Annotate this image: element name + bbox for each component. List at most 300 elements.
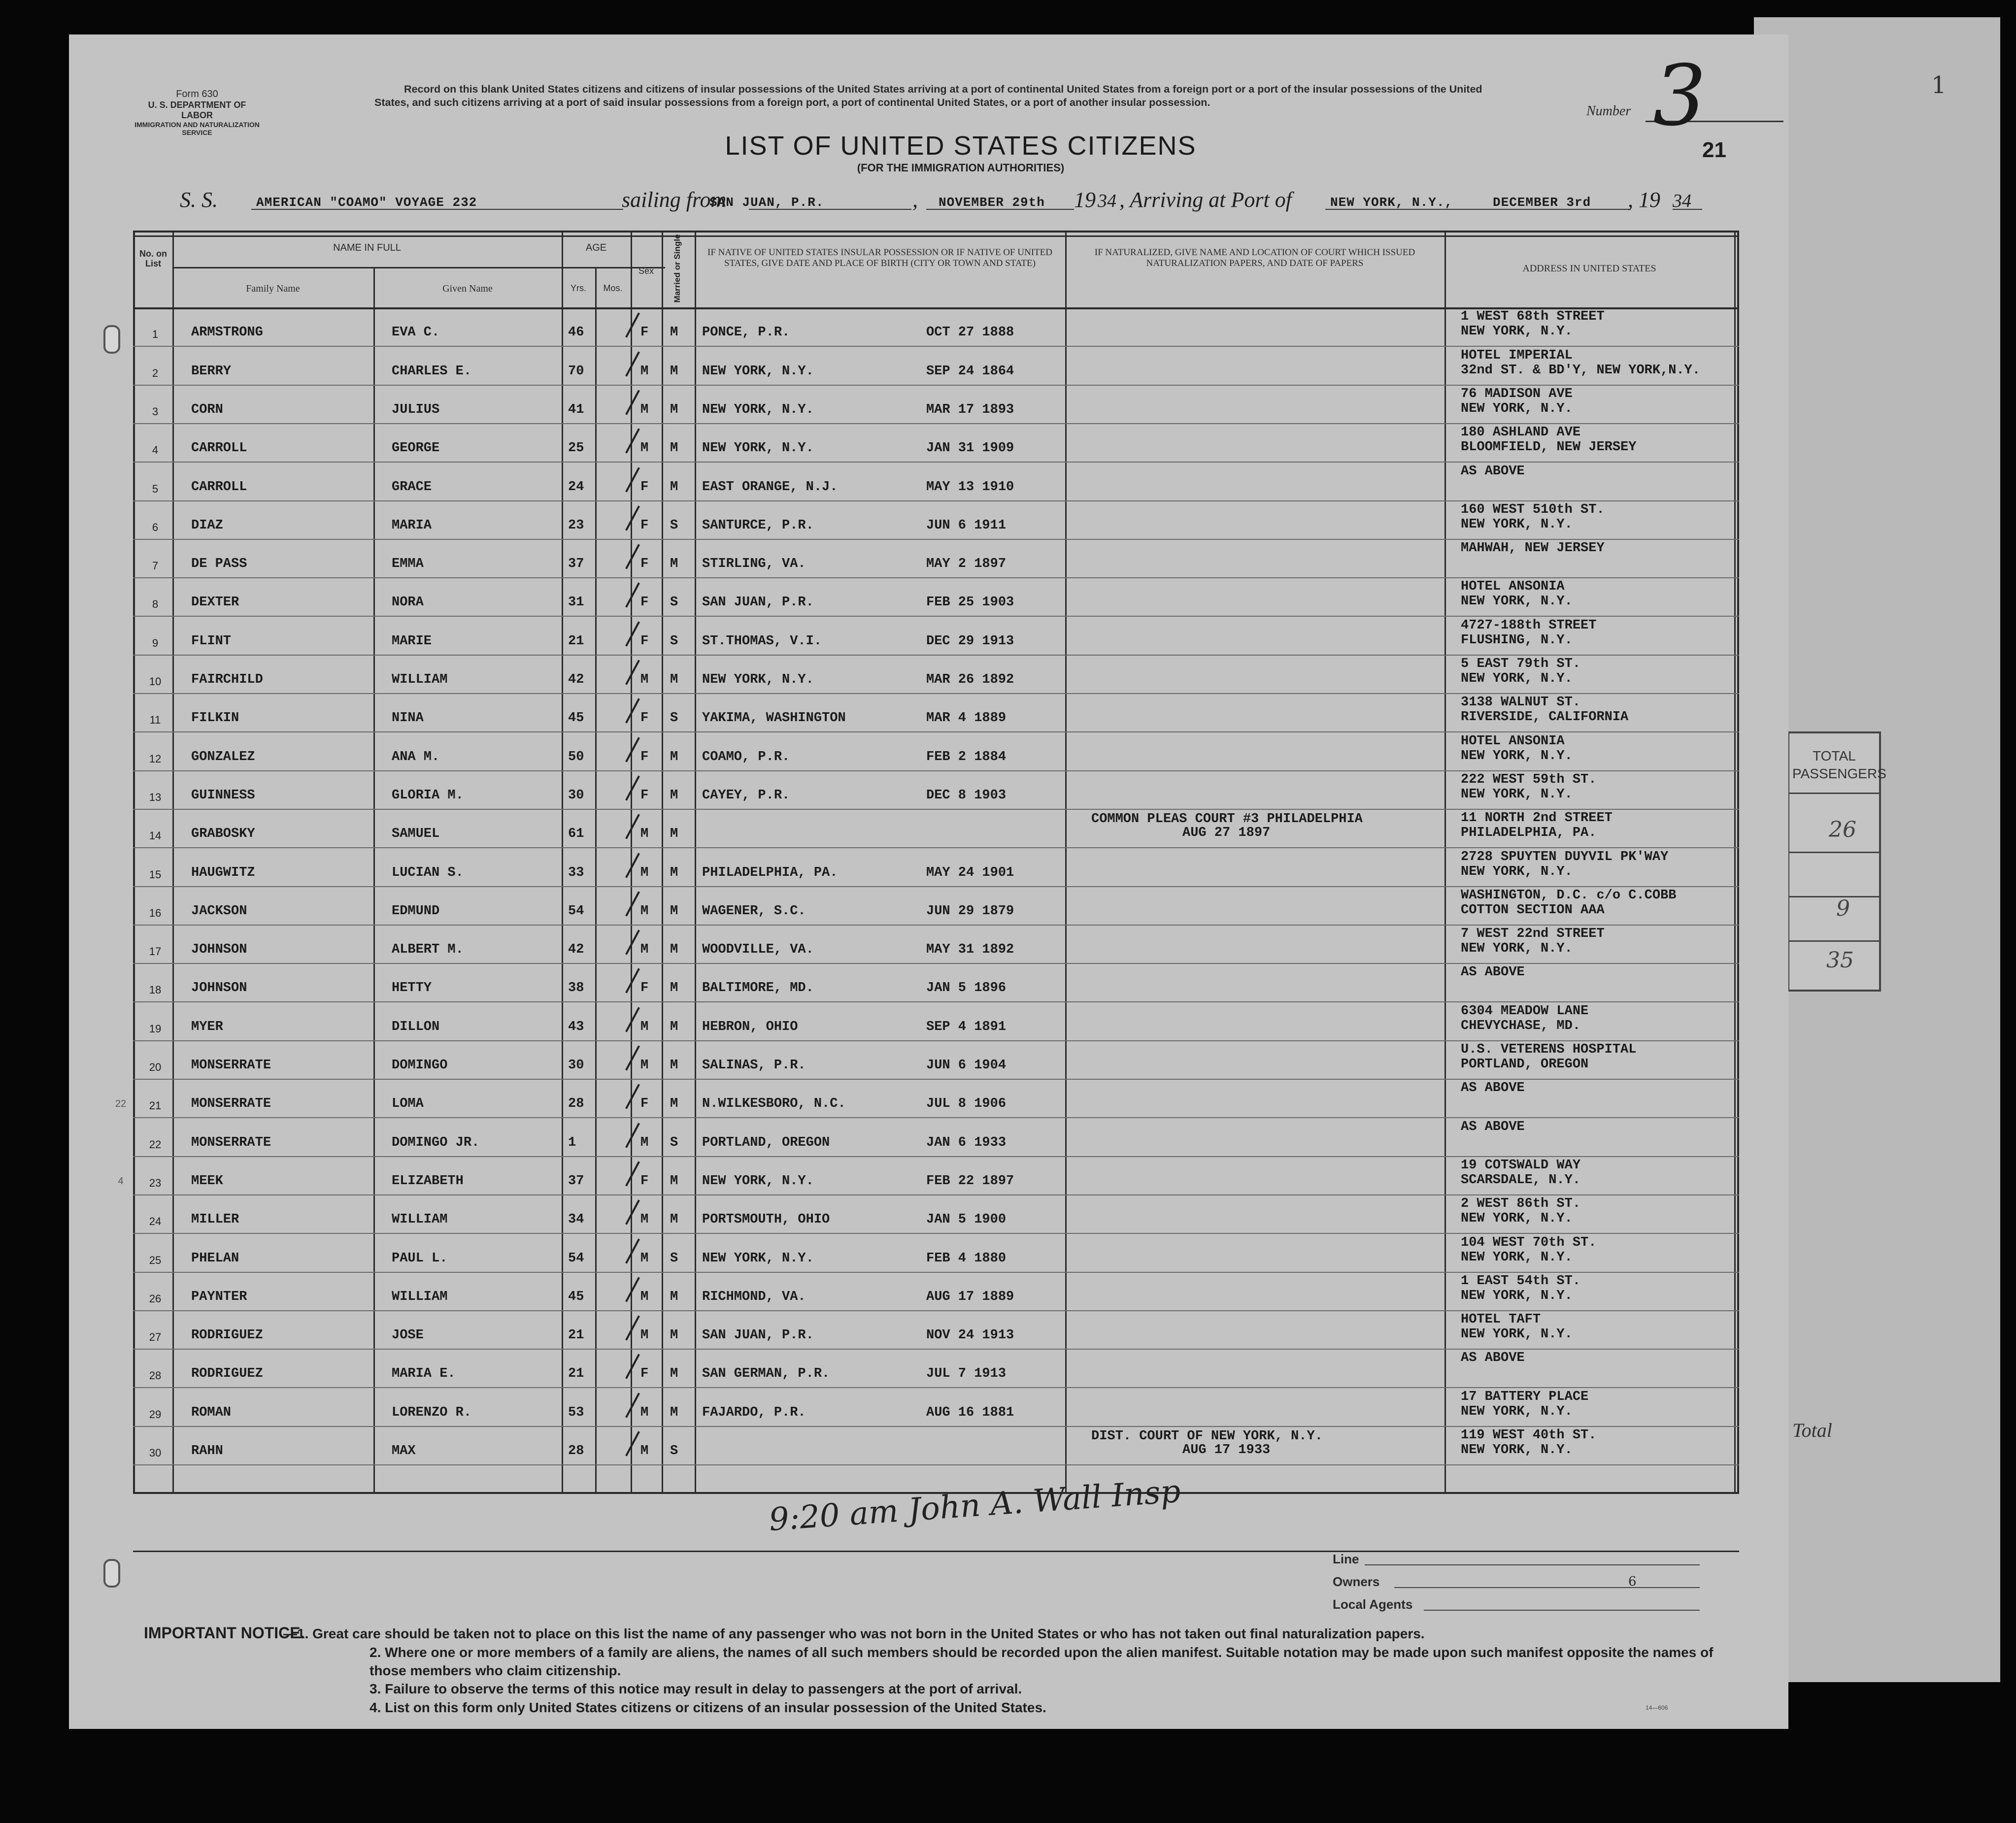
total-passengers-box <box>1787 731 1886 992</box>
marital-status: M <box>670 1366 678 1382</box>
age-years: 61 <box>568 827 584 842</box>
birthplace: SALINAS, P.R. <box>702 1058 806 1073</box>
family-name: MYER <box>191 1019 223 1034</box>
address-line-1: 3138 WALNUT ST. <box>1461 695 1581 710</box>
page-subtitle: (FOR THE IMMIGRATION AUTHORITIES) <box>857 162 1065 174</box>
row-number: 11 <box>149 714 161 727</box>
address-line-2: SCARSDALE, N.Y. <box>1461 1172 1581 1188</box>
given-name: CHARLES E. <box>392 364 472 379</box>
birth-date: DEC 29 1913 <box>926 633 1014 649</box>
birth-date: MAY 31 1892 <box>926 942 1014 958</box>
address-line-2: NEW YORK, N.Y. <box>1461 1250 1573 1265</box>
to-port: NEW YORK, N.Y., <box>1330 195 1453 210</box>
family-name: GUINNESS <box>191 788 255 803</box>
family-name: ARMSTRONG <box>191 325 263 340</box>
header-age: AGE <box>585 242 607 253</box>
marital-status: M <box>670 903 678 919</box>
birthplace: N.WILKESBORO, N.C. <box>702 1096 846 1112</box>
address-line-1: AS ABOVE <box>1461 1119 1525 1134</box>
row-number: 10 <box>149 675 162 688</box>
age-years: 23 <box>568 518 584 533</box>
birthplace: ST.THOMAS, V.I. <box>702 633 822 649</box>
birth-date: MAR 26 1892 <box>926 672 1014 687</box>
birth-date: MAR 4 1889 <box>926 711 1007 726</box>
family-name: JOHNSON <box>191 942 247 958</box>
marital-status: M <box>670 1405 678 1420</box>
family-name: MEEK <box>191 1173 223 1189</box>
ss-label: S. S. <box>180 188 218 212</box>
age-years: 21 <box>568 633 584 649</box>
row-number: 30 <box>149 1447 162 1459</box>
address-line-1: AS ABOVE <box>1461 1081 1525 1096</box>
row-number: 9 <box>152 636 159 649</box>
family-name: RAHN <box>191 1444 223 1458</box>
marital-status: M <box>670 1328 678 1343</box>
sex: M <box>640 1289 649 1304</box>
address-line-1: MAHWAH, NEW JERSEY <box>1461 541 1605 556</box>
age-years: 45 <box>568 711 584 726</box>
age-years: 43 <box>568 1019 584 1034</box>
given-name: GEORGE <box>392 441 440 456</box>
marital-status: S <box>670 633 678 649</box>
marital-status: M <box>670 441 678 456</box>
given-name: LUCIAN S. <box>392 865 464 880</box>
family-name: FAIRCHILD <box>191 672 263 687</box>
row-number: 21 <box>149 1099 162 1112</box>
address-line-1: 2728 SPUYTEN DUYVIL PK'WAY <box>1461 849 1669 864</box>
given-name: MARIE <box>392 633 432 649</box>
age-years: 31 <box>568 595 584 610</box>
given-name: ALBERT M. <box>392 942 464 958</box>
row-number: 13 <box>149 791 162 803</box>
marital-status: M <box>670 672 678 687</box>
sex: M <box>640 1444 649 1458</box>
sex: M <box>640 865 649 880</box>
marital-status: S <box>670 1444 678 1458</box>
marital-status: S <box>670 595 678 610</box>
birthplace: NEW YORK, N.Y. <box>702 364 814 379</box>
family-name: PAYNTER <box>191 1289 247 1304</box>
age-years: 21 <box>568 1328 584 1343</box>
address-line-2: BLOOMFIELD, NEW JERSEY <box>1461 440 1637 455</box>
birth-date: JUN 29 1879 <box>926 903 1014 919</box>
address-line-1: WASHINGTON, D.C. c/o C.COBB <box>1461 888 1677 903</box>
given-name: GLORIA M. <box>392 788 464 803</box>
age-years: 53 <box>568 1405 584 1420</box>
row-number: 20 <box>149 1061 162 1073</box>
given-name: DOMINGO <box>392 1058 448 1073</box>
given-name: GRACE <box>392 479 432 495</box>
birthplace: NEW YORK, N.Y. <box>702 672 814 687</box>
header-birthplace: IF NATIVE OF UNITED STATES INSULAR POSSESSION OR IF NATIVE OF UNITED STATES, GIVE DATE AND PLACE OF BIRTH (CITY OR TOWN AND STATE) <box>707 247 1052 268</box>
arrival-year: 34 <box>1673 191 1691 211</box>
marital-status: M <box>670 942 678 958</box>
birthplace: RICHMOND, VA. <box>702 1289 806 1304</box>
birth-date: JUL 8 1906 <box>926 1096 1007 1112</box>
given-name: LOMA <box>392 1096 424 1112</box>
age-years: 28 <box>568 1096 584 1112</box>
sex: F <box>640 1173 649 1189</box>
family-name: FLINT <box>191 633 232 649</box>
address-line-1: AS ABOVE <box>1461 464 1525 479</box>
marital-status: M <box>670 402 678 417</box>
address-line-1: 119 WEST 40th ST. <box>1461 1428 1597 1443</box>
family-name: BERRY <box>191 364 232 379</box>
age-years: 25 <box>568 441 584 456</box>
inspector-signature: 9:20 am John A. Wall Insp <box>768 1473 1182 1539</box>
age-years: 33 <box>568 865 584 880</box>
row-number: 2 <box>152 366 159 379</box>
address-line-2: NEW YORK, N.Y. <box>1461 941 1573 957</box>
age-years: 34 <box>568 1212 584 1227</box>
total-label: TOTAL <box>1813 748 1856 763</box>
birthplace: WAGENER, S.C. <box>702 903 806 919</box>
birthplace: WOODVILLE, VA. <box>702 942 814 958</box>
notice-item-2: 2. Where one or more members of a family are aliens, the names of all such members should be recorded upon the alien manifest. Suitable notation may be made upon such manifest opposite the names of those members who claim citizenship. <box>370 1645 1714 1678</box>
family-name: CARROLL <box>191 441 247 456</box>
address-line-1: 222 WEST 59th ST. <box>1461 772 1597 787</box>
birth-date: JAN 31 1909 <box>926 441 1014 456</box>
birthplace: CAYEY, P.R. <box>702 788 790 803</box>
address-line-2: NEW YORK, N.Y. <box>1461 864 1573 879</box>
age-years: 30 <box>568 788 584 803</box>
family-name: DEXTER <box>191 595 239 610</box>
sex: M <box>640 364 649 379</box>
marital-status: S <box>670 1135 678 1150</box>
birth-date: MAY 2 1897 <box>926 557 1007 572</box>
address-line-2: PORTLAND, OREGON <box>1461 1057 1589 1072</box>
sex: F <box>640 633 649 649</box>
age-years: 30 <box>568 1058 584 1073</box>
age-years: 37 <box>568 1173 584 1189</box>
age-years: 70 <box>568 364 584 379</box>
birthplace: PORTSMOUTH, OHIO <box>702 1212 830 1227</box>
birth-date: AUG 17 1889 <box>926 1289 1014 1304</box>
birthplace: PHILADELPHIA, PA. <box>702 865 838 880</box>
given-name: MARIA E. <box>392 1366 456 1382</box>
age-years: 37 <box>568 557 584 572</box>
row-number: 23 <box>149 1176 162 1189</box>
given-name: LORENZO R. <box>392 1405 472 1420</box>
age-years: 28 <box>568 1444 584 1458</box>
birth-date: NOV 24 1913 <box>926 1328 1014 1343</box>
given-name: WILLIAM <box>392 1212 448 1227</box>
row-number: 28 <box>149 1369 162 1382</box>
age-years: 50 <box>568 749 584 764</box>
row-number: 6 <box>152 521 159 533</box>
address-line-1: HOTEL ANSONIA <box>1461 579 1565 595</box>
age-years: 45 <box>568 1289 584 1304</box>
sex: F <box>640 981 649 996</box>
side-total-label: Total <box>1792 1419 1832 1441</box>
punch-hole-bottom <box>103 1559 120 1588</box>
notice-item-1: —1. Great care should be taken not to place on this list the name of any passenger who was not born in the United States or who has not taken out final naturalization papers. <box>283 1626 1425 1641</box>
arriving-label: , Arriving at Port of <box>1119 188 1292 212</box>
birth-date: FEB 2 1884 <box>926 749 1007 764</box>
row-number: 3 <box>152 405 159 418</box>
sex: F <box>640 711 649 726</box>
marital-status: M <box>670 1058 678 1073</box>
age-years: 46 <box>568 325 584 340</box>
departure-date: NOVEMBER 29th <box>939 195 1045 210</box>
address-line-2: 32nd ST. & BD'Y, NEW YORK,N.Y. <box>1461 363 1701 378</box>
birthplace: NEW YORK, N.Y. <box>702 1251 814 1266</box>
address-line-2: NEW YORK, N.Y. <box>1461 787 1573 802</box>
address-line-2: NEW YORK, N.Y. <box>1461 401 1573 416</box>
sex: F <box>640 788 649 803</box>
marital-status: S <box>670 711 678 726</box>
family-name: MILLER <box>191 1212 239 1227</box>
given-name: HETTY <box>392 981 432 996</box>
sex: M <box>640 441 649 456</box>
birth-date: FEB 4 1880 <box>926 1251 1007 1266</box>
row-number: 4 <box>152 444 159 457</box>
birth-date: MAY 13 1910 <box>926 479 1014 495</box>
address-line-1: U.S. VETERENS HOSPITAL <box>1461 1042 1637 1057</box>
age-years: 41 <box>568 402 584 417</box>
page-title: LIST OF UNITED STATES CITIZENS <box>725 131 1197 161</box>
row-number: 24 <box>149 1215 162 1228</box>
birth-date: FEB 22 1897 <box>926 1173 1014 1189</box>
birthplace: SAN JUAN, P.R. <box>702 595 814 610</box>
naturalization-court: COMMON PLEAS COURT #3 PHILADELPHIA <box>1091 812 1363 827</box>
sex: F <box>640 557 649 572</box>
given-name: ELIZABETH <box>392 1173 464 1189</box>
address-line-2: NEW YORK, N.Y. <box>1461 1327 1573 1342</box>
birthplace: YAKIMA, WASHINGTON <box>702 711 846 726</box>
marital-status: M <box>670 1096 678 1112</box>
marital-status: M <box>670 865 678 880</box>
age-years: 38 <box>568 981 584 996</box>
address-line-1: 7 WEST 22nd STREET <box>1461 927 1605 942</box>
address-line-2: NEW YORK, N.Y. <box>1461 671 1573 686</box>
given-name: MAX <box>392 1444 416 1458</box>
family-name: HAUGWITZ <box>191 865 255 880</box>
address-line-1: 5 EAST 79th ST. <box>1461 657 1581 671</box>
side-total-35: 35 <box>1826 948 1854 973</box>
birthplace: SANTURCE, P.R. <box>702 518 814 533</box>
row-number: 12 <box>149 752 162 765</box>
address-line-2: NEW YORK, N.Y. <box>1461 748 1573 763</box>
address-line-1: 19 COTSWALD WAY <box>1461 1158 1581 1173</box>
given-name: EVA C. <box>392 325 440 340</box>
birthplace: HEBRON, OHIO <box>702 1019 798 1034</box>
age-years: 42 <box>568 672 584 687</box>
family-name: ROMAN <box>191 1405 232 1420</box>
address-line-1: HOTEL TAFT <box>1461 1312 1541 1327</box>
sex: M <box>640 672 649 687</box>
address-line-1: 11 NORTH 2nd STREET <box>1461 811 1613 826</box>
intro-text: Record on this blank United States citizens and citizens of insular possessions of the United States arriving at a port of continental United States from a foreign port or a port of the insular possessions of the United States, and such citizens arriving at a port of said insular possessions from a foreign port, a port of continental United States, or a port of another insular possession. <box>374 83 1482 108</box>
family-name: RODRIGUEZ <box>191 1366 263 1382</box>
address-line-2: NEW YORK, N.Y. <box>1461 594 1573 609</box>
service: IMMIGRATION AND NATURALIZATION SERVICE <box>134 121 260 136</box>
row-number: 27 <box>149 1331 162 1344</box>
family-name: PHELAN <box>191 1251 239 1266</box>
header-name-in-full: NAME IN FULL <box>333 242 401 253</box>
marital-status: M <box>670 479 678 495</box>
notice-item-3: 3. Failure to observe the terms of this notice may result in delay to passengers at the port of arrival. <box>370 1681 1022 1696</box>
given-name: DOMINGO JR. <box>392 1135 480 1150</box>
header-address: ADDRESS IN UNITED STATES <box>1522 263 1656 274</box>
footer-owners-value: 6 <box>1628 1574 1637 1589</box>
row-number: 14 <box>149 829 162 842</box>
birth-date: AUG 16 1881 <box>926 1405 1014 1420</box>
given-name: ANA M. <box>392 749 440 764</box>
marital-status: S <box>670 518 678 533</box>
form-id-block <box>133 89 261 136</box>
address-line-2: CHEVYCHASE, MD. <box>1461 1018 1581 1033</box>
row-number: 16 <box>149 906 162 919</box>
address-line-2: NEW YORK, N.Y. <box>1461 517 1573 532</box>
marital-status: M <box>670 1289 678 1304</box>
sex: F <box>640 1096 649 1112</box>
row-number: 8 <box>152 598 159 611</box>
naturalization-date: AUG 17 1933 <box>1182 1443 1271 1458</box>
address-line-2: FLUSHING, N.Y. <box>1461 632 1573 648</box>
given-name: DILLON <box>392 1019 440 1034</box>
family-name: MONSERRATE <box>191 1135 271 1150</box>
sex: M <box>640 1328 649 1343</box>
given-name: JULIUS <box>392 402 440 417</box>
sex: M <box>640 1405 649 1420</box>
row-number: 19 <box>149 1022 162 1035</box>
sex: M <box>640 827 649 842</box>
footer-owners-label: Owners <box>1333 1574 1380 1589</box>
marital-status: M <box>670 1019 678 1034</box>
birthplace: NEW YORK, N.Y. <box>702 1173 814 1189</box>
address-line-2: RIVERSIDE, CALIFORNIA <box>1461 710 1629 725</box>
family-name: CORN <box>191 402 223 417</box>
birthplace: FAJARDO, P.R. <box>702 1405 806 1420</box>
naturalization-court: DIST. COURT OF NEW YORK, N.Y. <box>1091 1429 1323 1444</box>
marital-status: M <box>670 364 678 379</box>
sex: M <box>640 1058 649 1073</box>
number-label: Number <box>1586 103 1631 119</box>
row-number: 26 <box>149 1292 162 1305</box>
row-number: 22 <box>149 1138 162 1151</box>
address-line-2: COTTON SECTION AAA <box>1461 902 1605 918</box>
marital-status: M <box>670 749 678 764</box>
marital-status: M <box>670 1212 678 1227</box>
birthplace: EAST ORANGE, N.J. <box>702 479 838 495</box>
address-line-1: 104 WEST 70th ST. <box>1461 1235 1597 1250</box>
age-years: 54 <box>568 1251 584 1266</box>
family-name: DE PASS <box>191 557 247 572</box>
address-line-1: AS ABOVE <box>1461 1351 1525 1366</box>
row-number: 5 <box>152 482 159 495</box>
age-years: 21 <box>568 1366 584 1382</box>
row-number: 25 <box>149 1254 162 1266</box>
sex: M <box>640 402 649 417</box>
header-married-single: Married or Single <box>672 234 682 303</box>
punch-hole-top <box>103 325 120 354</box>
side-total-26: 26 <box>1829 817 1856 842</box>
address-line-1: 6304 MEADOW LANE <box>1461 1003 1589 1019</box>
address-line-1: 160 WEST 510th ST. <box>1461 502 1605 517</box>
birth-date: JUL 7 1913 <box>926 1366 1007 1382</box>
row-number: 17 <box>149 945 162 958</box>
birth-date: JAN 6 1933 <box>926 1135 1007 1150</box>
birthplace: PONCE, P.R. <box>702 325 790 340</box>
family-name: GRABOSKY <box>191 827 255 842</box>
given-name: NORA <box>392 595 424 610</box>
given-name: WILLIAM <box>392 1289 448 1304</box>
birth-date: MAY 24 1901 <box>926 865 1014 880</box>
address-line-1: AS ABOVE <box>1461 965 1525 980</box>
sex: F <box>640 325 649 340</box>
header-sex: Sex <box>638 266 654 276</box>
address-line-2: NEW YORK, N.Y. <box>1461 1288 1573 1303</box>
sex: F <box>640 479 649 495</box>
marital-status: M <box>670 788 678 803</box>
list-number: 3 <box>1653 47 1707 145</box>
given-name: PAUL L. <box>392 1251 448 1266</box>
birthplace: STIRLING, VA. <box>702 557 806 572</box>
row-number: 15 <box>149 868 162 881</box>
address-line-2: NEW YORK, N.Y. <box>1461 1404 1573 1419</box>
given-name: EMMA <box>392 557 424 572</box>
address-line-1: 180 ASHLAND AVE <box>1461 425 1581 440</box>
birthplace: SAN JUAN, P.R. <box>702 1328 814 1343</box>
arrival-date: DECEMBER 3rd <box>1493 195 1591 210</box>
birth-date: SEP 4 1891 <box>926 1019 1007 1034</box>
page-number: 21 <box>1702 138 1726 162</box>
address-line-1: 2 WEST 86th ST. <box>1461 1196 1581 1212</box>
address-line-1: 1 EAST 54th ST. <box>1461 1273 1581 1289</box>
address-line-1: HOTEL IMPERIAL <box>1461 348 1573 363</box>
given-name: MARIA <box>392 518 432 533</box>
birth-date: JAN 5 1896 <box>926 981 1007 996</box>
birth-date: JUN 6 1911 <box>926 518 1007 533</box>
address-line-1: 1 WEST 68th STREET <box>1461 309 1605 325</box>
birthplace: SAN GERMAN, P.R. <box>702 1366 830 1382</box>
family-name: JACKSON <box>191 903 247 919</box>
marital-status: M <box>670 827 678 842</box>
birth-date: DEC 8 1903 <box>926 788 1007 803</box>
sex: M <box>640 1135 649 1150</box>
family-name: RODRIGUEZ <box>191 1328 263 1343</box>
given-name: JOSE <box>392 1328 424 1343</box>
departure-year: 34 <box>1098 191 1116 211</box>
footer-line-label: Line <box>1333 1552 1359 1566</box>
header-yrs: Yrs. <box>570 283 586 293</box>
voyage-line: S. S. AMERICAN "COAMO" VOYAGE 232 sailing from SAN JUAN, P.R. , NOVEMBER 29th 19 34 , Arriving at Port of NEW YORK, N.Y., DECEMBER 3rd , 19 34 <box>0 187 1774 212</box>
from-port: SAN JUAN, P.R. <box>709 195 824 210</box>
sex: M <box>640 903 649 919</box>
sex: M <box>640 1251 649 1266</box>
naturalization-date: AUG 27 1897 <box>1182 826 1271 841</box>
sex: M <box>640 942 649 958</box>
address-line-1: 17 BATTERY PLACE <box>1461 1389 1589 1404</box>
marital-status: M <box>670 325 678 340</box>
notice-item-4: 4. List on this form only United States citizens or citizens of an insular possession of the United States. <box>370 1700 1046 1715</box>
given-name: NINA <box>392 711 424 726</box>
form-number: Form 630 <box>176 89 218 99</box>
notice-heading: IMPORTANT NOTICE. <box>144 1624 305 1642</box>
age-years: 42 <box>568 942 584 958</box>
family-name: FILKIN <box>191 711 239 726</box>
side-total-9: 9 <box>1836 896 1850 921</box>
family-name: DIAZ <box>191 518 223 533</box>
footer-local-agents-label: Local Agents <box>1333 1597 1413 1612</box>
margin-mark-top: 1 <box>1931 71 1947 99</box>
row-number: 7 <box>152 560 159 572</box>
family-name: GONZALEZ <box>191 749 255 764</box>
age-years: 24 <box>568 479 584 495</box>
birthplace: PORTLAND, OREGON <box>702 1135 830 1150</box>
age-years: 54 <box>568 903 584 919</box>
